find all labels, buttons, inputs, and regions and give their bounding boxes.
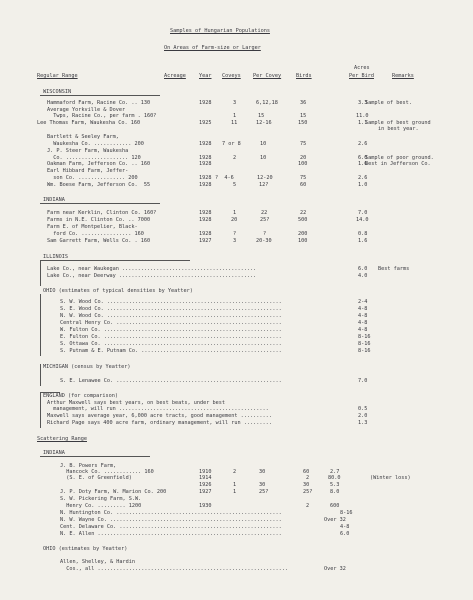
section-indiana-2: INDIANA xyxy=(43,450,65,456)
table-row: Bartlett & Seeley Farm, xyxy=(47,134,119,140)
section-ohio-2: OHIO (estimates by Yeatter) xyxy=(43,546,128,552)
header-range: Regular Range xyxy=(37,73,78,79)
table-row: Earl Hibbard Farm, Jeffer- xyxy=(47,168,129,174)
section-ohio: OHIO (estimates of typical densities by Yeatter) xyxy=(43,288,193,294)
document-page: Samples of Hungarian Populations On Areas of Farm-size or Larger Acres Regular Range Acreage Year Coveys Per Covey Birds Per Bird Remarks WISCONSIN Hammaford Farm, Racine Co. .. 130 1928 3 6,12,18 36 3.3 Sample of best. Average Yorkville & Dover Twps, Racine Co., per farm . 160? 1 15 15 11.0 Lee Thomas Farm, Waukesha Co. 160 1925 11 12-16 150 1.1 Sample of best ground in best year. Bartlett & Seeley Farm, Waukesha Co. ............ 200 1928 7 or 8 10 75 2.6 J. P. Steer Farm, Waukesha Co. .................... 120 1928 2 10 20 6.0 Sample of poor ground. Oakman Farm, Jefferson Co. .. 160 1928 100 1.6 Best in Jefferson Co. Earl Hibbard Farm, Jeffer- son Co. ............... 200 1928 ? 4-6 12-20 75 2.6 Wm. Boese Farm, Jefferson Co. 55 1928 5 12? 60 1.0 INDIANA Farm near Kerklin, Clinton Co. 160? 1928 1 22 22 7.0 Farms in N.E. Clinton Co. .. 7000 1928 20 25? 500 14.0 Farm E. of Montpelier, Black- ford Co. ................ 160 1928 ? ? 200 0.8 Sam Garrett Farm, Wells Co. . 160 1927 3 20-30 100 1.6 ILLINOIS Lake Co., near Waukegan ........................................... 6.0 Best farms Lake Co., near Deerway ............................................ 4.0 OHIO (estimates of typical densities by Yeatter) S. W. Wood Co. ........................................................ 2-4 S. E. Wood Co. ........................................................ 4-8 N. W. Wood Co. ........................................................ 4-8 Central Henry Co. ..................................................... 4-8 W. Fulton Co. ......................................................... 4-8 E. Fulton Co. ......................................................... 8-16 S. Ottawa Co. ......................................................... 8-16 S. Putnam & E. Putnam Co. ............................................. 8-16 MICHIGAN (census by Yeatter) S. E. Lenawee Co. ..................................................... 7.0 ENGLAND (for comparison) Arthur Maxwell says best years, on best beats, under best management, will run ................................................ 0.5 Maxwell says average year, 6,000 acre tracts, good management .......... 2.0 Richard Page says 400 acre farm, ordinary management, will run ......... 1.3 Scattering Range INDIANA J. B. Powers Farm, Hancock Co. ............ 160 1910 2 30 60 2.7 (S. E. of Greenfield) 1914 2 80.0 (Winter loss) 1926 1 30 30 5.3 J. P. Doty Farm, W. Marion Co. 200 1927 1 25? 25? 8.0 S. W. Pickering Farm, S.W. Henry Co. ......... 1200 1930 2 600 N. Huntington Co. ..................................................... 8-16 N. W. Wayne Co. ....................................................... Over 32 Cent. Delaware Co. .................................................... 4-8 N. E. Allen ........................................................... 6.0 OHIO (estimates by Yeatter) Allen, Shelley, & Hardin Cos., all ............................................................. Over 32 xyxy=(0,0,473,600)
section-wisconsin: WISCONSIN xyxy=(43,89,72,95)
header-per-bird: Per Bird xyxy=(349,73,374,79)
table-row: Average Yorkville & Dover xyxy=(47,107,126,113)
table-row: S. W. Pickering Farm, S.W. xyxy=(60,496,142,502)
header-acreage: Acreage xyxy=(164,73,186,79)
section-scattering: Scattering Range xyxy=(37,436,87,442)
header-year: Year xyxy=(199,73,212,79)
table-row: J. P. Steer Farm, Waukesha xyxy=(47,148,129,154)
table-row: Allen, Shelley, & Hardin xyxy=(60,559,135,565)
table-row: J. B. Powers Farm, xyxy=(60,463,117,469)
remark-continuation: in best year. xyxy=(378,126,419,132)
section-indiana: INDIANA xyxy=(43,197,65,203)
header-per-covey: Per Covey xyxy=(253,73,282,79)
header-coveys: Coveys xyxy=(222,73,241,79)
header-acres: Acres xyxy=(354,65,370,71)
header-remarks: Remarks xyxy=(392,73,414,79)
table-row: Arthur Maxwell says best years, on best beats, under best xyxy=(47,400,226,406)
header-birds: Birds xyxy=(296,73,312,79)
document-title: Samples of Hungarian Populations xyxy=(170,28,270,34)
table-row: Farm E. of Montpelier, Black- xyxy=(47,224,138,230)
section-michigan: MICHIGAN (census by Yeatter) xyxy=(43,364,131,370)
section-england: ENGLAND (for comparison) xyxy=(43,393,118,399)
document-subtitle: On Areas of Farm-size or Larger xyxy=(164,45,261,51)
section-illinois: ILLINOIS xyxy=(43,254,68,260)
